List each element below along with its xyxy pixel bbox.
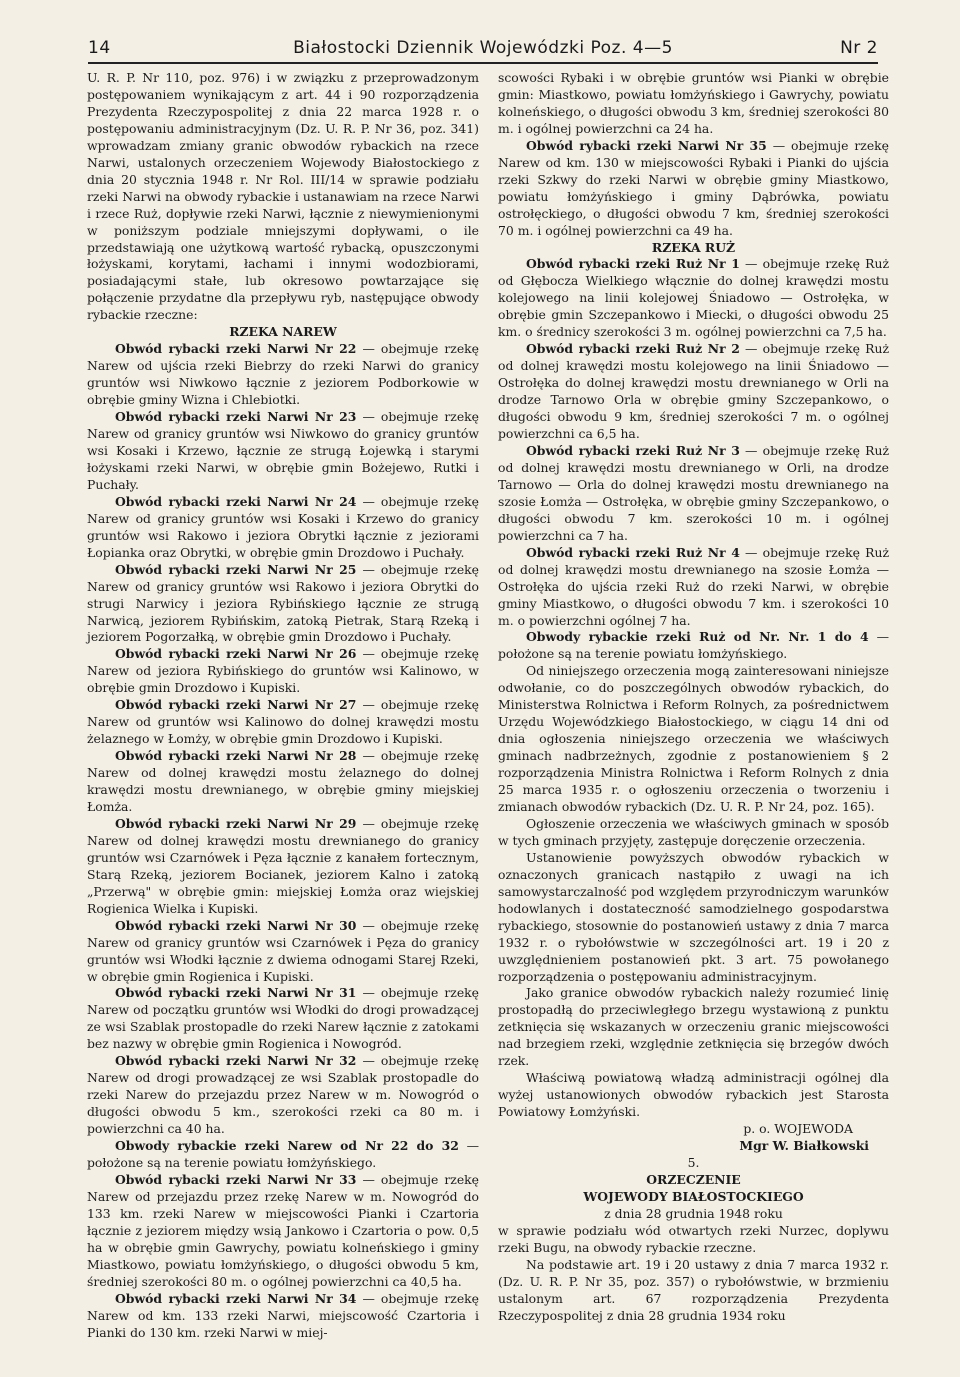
body-paragraph: Od niniejszego orzeczenia mogą zainteresowani niniejsze odwołanie, co do poszczególnych obwodów rybackich, do Ministerstwa Rolnictwa i Reform Rolnych, za pośrednictwem Urzędu Wojewódzkiego Białostockiego, w ciągu 14 dni od dnia ogłoszenia niniejszego orzeczenia we właściwych gminach nadbrzeżnych, zgodnie z postanowieniem § 2 rozporządzenia Ministra Rolnictwa i Reform Rolnych z dnia 25 marca 1935 r. o ogłoszeniu orzeczenia o tworzeniu i zmianach obwodów rybackich (Dz. U. R. P. Nr 24, poz. 165). [498, 663, 889, 814]
district-paragraph [498, 545, 889, 630]
district-text: — obejmuje rzekę Ruż od dolnej krawędzi mostu drewnianego w Orli, na drodze Tarnowo — Orla do dolnej krawędzi mostu drewnianego na szosie Łomża — Ostrołęka, w obrębie gminy Szczepankowo, o długości obwodu 7 km. szerokości 10 m. i ogólnej powierzchni ca 7 ha. [498, 442, 890, 543]
district-text: — obejmuje rzekę Narew od ujścia rzeki Biebrzy do rzeki Narwi do granicy gruntów wsi Niwkowo łącznie z jeziorem Podborkowie w obrębie gminy Wizna i Chlebiotki. [87, 341, 479, 408]
district-paragraph [498, 443, 889, 545]
district-paragraph [87, 1291, 479, 1342]
district-text: — obejmuje rzekę Narew od przejazdu przez rzekę Narew w m. Nowogród do 133 km. rzeki Narew w miejscowości Pianki i Czartoria łącznie z jeziorem między wsią Jankowo i Czartoria o pow. 0,5 ha w obrębie gmin Gawrychy, powiatu kolneńskiego i gminy Miastkowo, powiatu łomżyńskiego, o długości obwodu 5 km, średniej szerokości 80 m. o ogólnej powierzchni ca 40,5 ha. [87, 1171, 479, 1289]
district-paragraph [498, 138, 889, 240]
next-item-body: Na podstawie art. 19 i 20 ustawy z dnia 7 marca 1932 r. (Dz. U. R. P. Nr 35, poz. 357) o rybołówstwie, w brzmieniu ustalonym art. 67 rozporządzenia Prezydenta Rzeczypospolitej z dnia 28 grudnia 1934 roku [498, 1256, 889, 1323]
section-heading-narew: RZEKA NAREW [229, 324, 337, 340]
district-paragraph [87, 1138, 479, 1172]
district-text: — obejmuje rzekę Narew od drogi prowadzącej ze wsi Szablak prostopadle do rzeki Narew do przejazdu przez Narew w m. Nowogród o długości obwodu 5 km., szerokości rzeki ca 80 m. i powierzchni ca 40 ha. [87, 1053, 479, 1137]
district-paragraph [87, 562, 479, 647]
district-heading: Obwód rybacki rzeki Narwi Nr 34 [115, 1290, 357, 1306]
district-paragraph [87, 341, 479, 409]
district-heading: Obwód rybacki rzeki Narwi Nr 29 [115, 815, 357, 831]
district-paragraph [87, 1053, 479, 1138]
signature-title: p. o. WOJEWODA [743, 1121, 853, 1137]
district-heading: Obwód rybacki rzeki Narwi Nr 30 [115, 917, 357, 933]
district-text: — obejmuje rzekę Narew od dolnej krawędzi mostu drewnianego do granicy gruntów wsi Czarnówek i Pęza łącznie z kanałem fortecznym, Starą Rzeką, jeziorem Bocianek, jeziorem Kalno i zatoką „Przerwą" w obrębie gmin: miejskiej Łomża oraz wiejskiej Rogienica Wielka i Kupiski. [87, 815, 479, 916]
district-heading: Obwód rybacki rzeki Ruż Nr 2 [526, 341, 740, 357]
district-heading: Obwód rybacki rzeki Narwi Nr 23 [115, 409, 357, 425]
body-paragraph: Właściwą powiatową władzą administracji ogólnej dla wyżej ustanowionych obwodów rybackich jest Starosta Powiatowy Łomżyński. [498, 1070, 889, 1120]
district-paragraph [498, 629, 889, 663]
body-paragraph: Ustanowienie powyższych obwodów rybackich w oznaczonych granicach nastąpiło z uwagi na ich samowystarczalność pod względem przyrodniczym warunków hodowlanych i dostateczność samodzielnego gospodarstwa rybackiego, stosownie do postanowień ustawy z dnia 7 marca 1932 r. o rybołówstwie w szczególności art. 19 i 20 z uwzględnieniem postanowień pkt. 3 art. 75 powołanego rozporządzenia o postępowaniu administracyjnym. [498, 849, 889, 984]
district-heading: Obwód rybacki rzeki Ruż Nr 3 [526, 442, 740, 458]
header-rule [88, 62, 878, 64]
district-text: — obejmuje rzekę Narew od granicy gruntów wsi Rakowo i jeziora Obrytki do strugi Narwicy i jeziora Rybińskiego łącznie ze strugą Narwicą, jeziorem Rybińskim, zatoką Pietrak, Starą Rzeką i jeziorem Pogorzałką, w obrębie gmin Drozdowo i Puchały. [87, 561, 479, 645]
district-text: — obejmuje rzekę Narew od jeziora Rybińskiego do gruntów wsi Kalinowo, w obrębie gmin Drozdowo i Kupiski. [87, 646, 479, 696]
district-paragraph [87, 409, 479, 494]
district-text: — obejmuje rzekę Narew od początku gruntów wsi Włodki do drogi prowadzącej ze wsi Szablak prostopadle do rzeki Narew łącznie z zatokami bez nazwy w obrębie gmin Rogienica i Nowogród. [87, 985, 479, 1052]
issue-number: Nr 2 [840, 38, 878, 58]
section-heading-ruz: RZEKA RUŻ [651, 239, 736, 255]
next-item-issuer: WOJEWODY BIAŁOSTOCKIEGO [583, 1188, 804, 1204]
signature-name: Mgr W. Białkowski [739, 1138, 869, 1154]
district-text: — obejmuje rzekę Narew od granicy gruntów wsi Kosaki i Krzewo do granicy gruntów wsi Rakowo i jeziora Obrytki łącznie z jeziorami Łopianka oraz Obrytki, w obrębie gmin Drozdowo i Puchały. [87, 493, 479, 560]
district-paragraph [87, 697, 479, 748]
district-text: — obejmuje rzekę Ruż od dolnej krawędzi mostu kolejowego na linii Śniadowo — Ostrołęka do dolnej krawędzi mostu drewnianego w Orli na drodze Tarnowo Orla w obrębie gminy Szczepankowo, o długości obwodu 9 km, średniej szerokości 7 m. o ogólnej powierzchni ca 6,5 ha. [498, 341, 890, 442]
district-heading: Obwód rybacki rzeki Narwi Nr 22 [115, 341, 357, 357]
district-heading: Obwód rybacki rzeki Narwi Nr 35 [526, 137, 767, 153]
body-paragraph: Ogłoszenie orzeczenia we właściwych gminach w sposób w tych gminach przyjęty, zastępuje doręczenie orzeczenia. [498, 815, 889, 848]
body-paragraph: Jako granice obwodów rybackich należy rozumieć linię prostopadłą do przeciwległego brzegu wystawioną z punktu zetknięcia się wskazanych w orzeczeniu granic miejscowości nad brzegiem rzeki, względnie zetknięcia się brzegów dwóch rzek. [498, 985, 889, 1069]
right-column [498, 70, 889, 1325]
district-text: — obejmuje rzekę Narew od gruntów wsi Kalinowo do dolnej krawędzi mostu żelaznego w Łomży, w obrębie gmin Drozdowo i Kupiski. [87, 697, 479, 747]
district-heading: Obwód rybacki rzeki Ruż Nr 1 [526, 256, 740, 272]
intro-paragraph: U. R. P. Nr 110, poz. 976) i w związku z przeprowadzonym postępowaniem wynikającym z art. 44 i 90 rozporządzenia Prezydenta Rzeczypospolitej z dnia 22 marca 1928 r. o postępowaniu administracyjnym (Dz. U. R. P. Nr 36, poz. 341) wprowadzam zmiany granic obwodów rybackich na rzece Narwi, ustalonych orzeczeniem Wojewody Białostockiego z dnia 20 stycznia 1948 r. Nr Rol. III/14 w sprawie podziału rzeki Narwi na obwody rybackie i ustanawiam na rzece Narwi i rzece Ruż, dopływie rzeki Narwi, łącznie z niewymienionymi w poniższym podziale mniejszymi dopływami, o ile przedstawiają one użytkową wartość rybacką, opuszczonymi łożyskami, korytami, łachami i innymi wodozbiorami, posiadającymi stałe, lub okresowo powtarzające się połączenie przydatne dla przepływu ryb, następujące obwody rybackie rzeczne: [87, 70, 479, 323]
district-paragraph [87, 1172, 479, 1291]
page-number: 14 [88, 38, 111, 58]
district-text: — obejmuje rzekę Narew od dolnej krawędzi mostu żelaznego do dolnej krawędzi mostu drewnianego, w obrębie gminy miejskiej Łomża. [87, 748, 479, 814]
district-text: — obejmuje rzekę Narew od granicy gruntów wsi Czarnówek i Pęza do granicy gruntów wsi Włodki łącznie z dwiema odnogami Starej Rzeki, w obrębie gmin Rogienica i Kupiski. [87, 917, 479, 984]
district-text: — obejmuje rzekę Ruż od Głębocza Wielkiego włącznie do dolnej krawędzi mostu kolejowego na linii kolejowej Śniadowo — Ostrołęka, w obrębie gmin Szczepankowo i Miecki, o długości obwodu 25 km. o średnicy szerokości 3 m. ogólnej powierzchni ca 7,5 ha. [498, 256, 890, 340]
district-text: — obejmuje rzekę Narew od granicy gruntów wsi Niwkowo do granicy gruntów wsi Kosaki i Krzewo, łącznie ze strugą Łojewką i starymi łożyskami rzeki Narwi, w obrębie gmin Bożejewo, Rutki i Puchały. [87, 409, 479, 492]
district-heading: Obwód rybacki rzeki Ruż Nr 4 [526, 544, 740, 560]
district-heading: Obwód rybacki rzeki Narwi Nr 27 [115, 697, 357, 713]
district-paragraph [87, 816, 479, 918]
district-heading: Obwód rybacki rzeki Narwi Nr 31 [115, 985, 357, 1001]
district-paragraph [498, 341, 889, 443]
district-paragraph [87, 748, 479, 816]
district-text: — położone są na terenie powiatu łomżyńskiego. [498, 629, 889, 662]
district-paragraph [87, 918, 479, 986]
district-heading: Obwody rybackie rzeki Ruż od Nr. Nr. 1 do 4 [526, 629, 869, 645]
next-item-subject: w sprawie podziału wód otwartych rzeki Nurzec, doplywu rzeki Bugu, na obwody rybackie rzeczne. [498, 1222, 889, 1255]
next-item-title: ORZECZENIE [646, 1171, 741, 1187]
district-heading: Obwód rybacki rzeki Narwi Nr 25 [115, 561, 357, 577]
next-item-number: 5. [687, 1155, 700, 1170]
district-heading: Obwód rybacki rzeki Narwi Nr 26 [115, 646, 357, 662]
journal-title: Białostocki Dziennik Wojewódzki Poz. 4—5 [293, 38, 673, 58]
continuation-paragraph: scowości Rybaki i w obrębie gruntów wsi Pianki w obrębie gmin: Miastkowo, powiatu łomżyńskiego i Gawrychy, powiatu kolneńskiego, o długości obwodu 3 km, średniej szerokości 80 m. i ogólnej powierzchni ca 24 ha. [498, 70, 889, 136]
district-heading: Obwód rybacki rzeki Narwi Nr 32 [115, 1053, 357, 1069]
next-item-date: z dnia 28 grudnia 1948 roku [604, 1205, 783, 1221]
district-paragraph [498, 256, 889, 341]
district-heading: Obwód rybacki rzeki Narwi Nr 24 [115, 493, 357, 509]
district-heading: Obwód rybacki rzeki Narwi Nr 28 [115, 748, 357, 764]
district-paragraph [87, 985, 479, 1053]
left-column [87, 70, 479, 1341]
district-heading: Obwód rybacki rzeki Narwi Nr 33 [115, 1171, 357, 1187]
district-text: — położone są na terenie powiatu łomżyńskiego. [87, 1138, 479, 1170]
district-paragraph [87, 494, 479, 562]
page-header [88, 32, 878, 62]
district-text: — obejmuje rzekę Narew od km. 133 rzeki Narwi, miejscowość Czartoria i Pianki do 130 km. rzeki Narwi w miej- [87, 1290, 479, 1340]
district-paragraph [87, 646, 479, 697]
district-text: — obejmuje rzekę Ruż od dolnej krawędzi mostu drewnianego na szosie Łomża — Ostrołęka do ujścia rzeki Ruż do rzeki Narwi, w obrębie gminy Miastkowo, o długości obwodu 7 km. i szerokości 10 m. o powierzchni ogólnej 7 ha. [498, 544, 890, 628]
district-text: — obejmuje rzekę Narew od km. 130 w miejscowości Rybaki i Pianki do ujścia rzeki Szkwy do rzeki Narwi w obrębie gminy Miastkowo, powiatu łomżyńskiego i gminy Dąbrówka, powiatu ostrołęckiego, o długości obwodu 7 km, średniej szerokości 70 m. i ogólnej powierzchni ca 49 ha. [498, 137, 889, 238]
district-heading: Obwody rybackie rzeki Narew od Nr 22 do 32 [115, 1138, 459, 1154]
